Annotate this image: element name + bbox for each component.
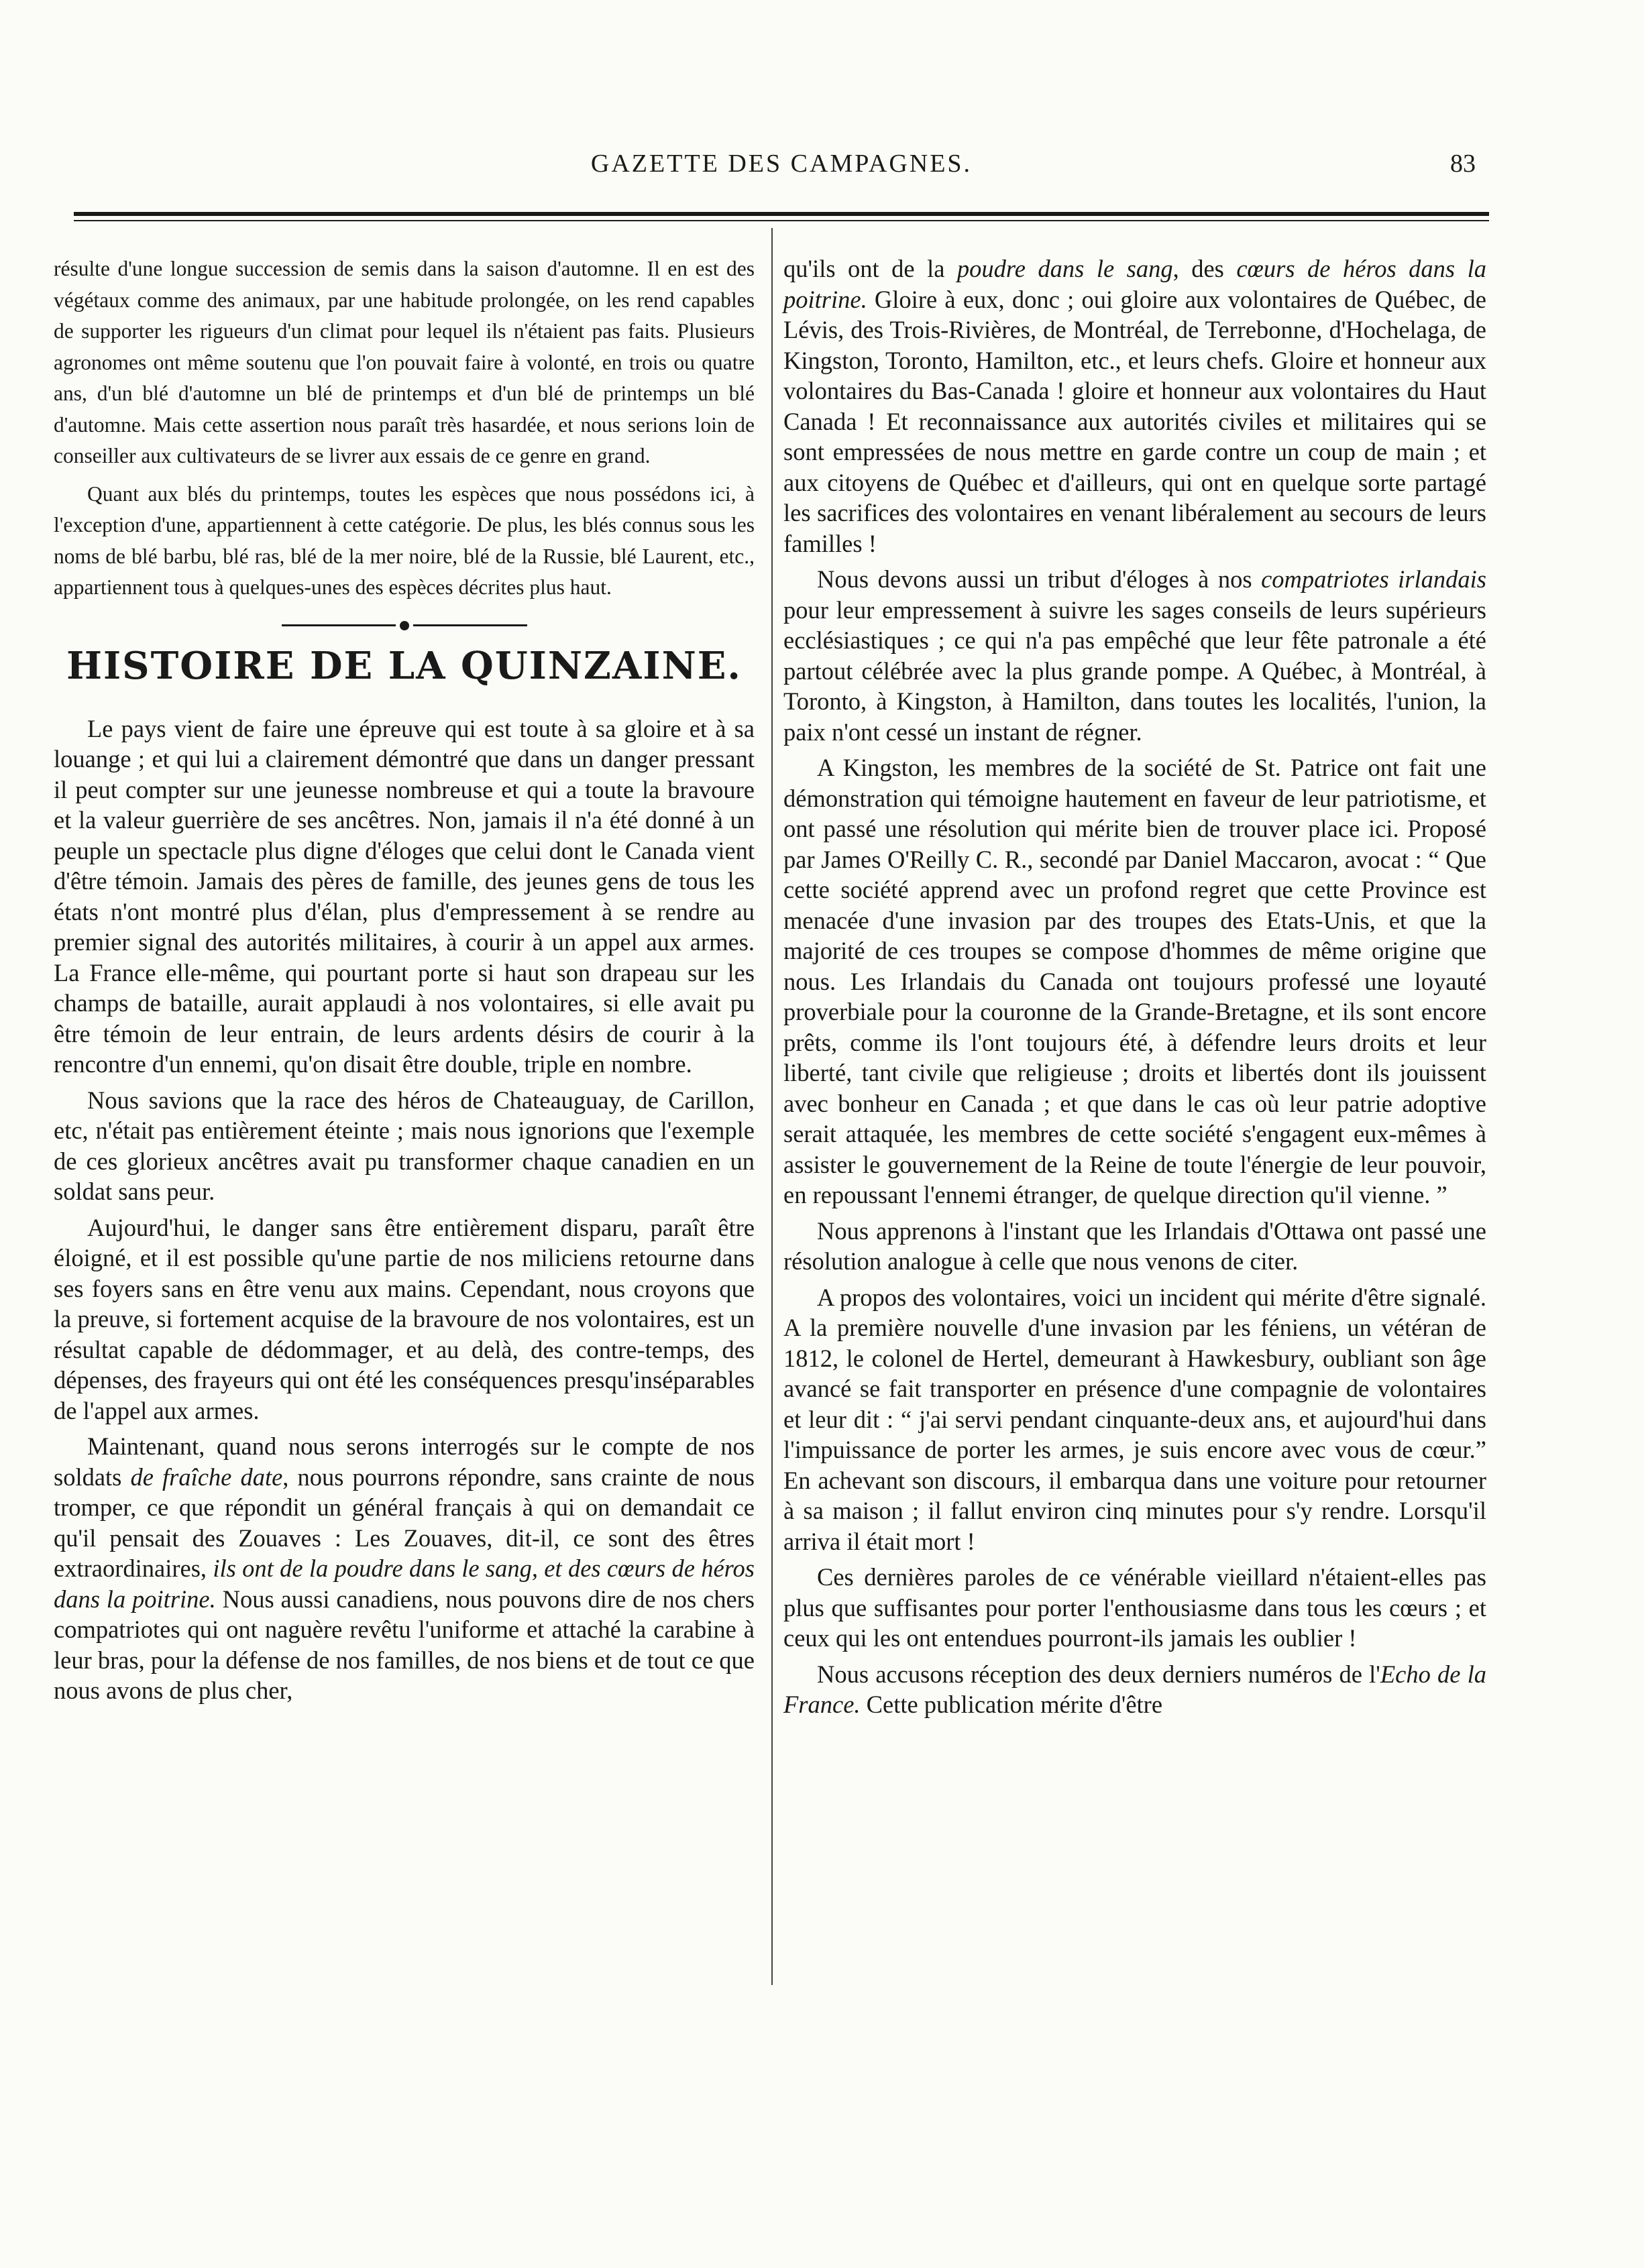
paragraph: résulte d'une longue succession de semis dans la saison d'automne. Il en est des végétaux comme des animaux, par une habitude prolongée, on les rend capables de supporter les rigueurs d'un climat pour lequel ils n'étaient pas faits. Plusieurs agronomes ont même soutenu que l'on pouvait faire à volonté, en trois ou quatre ans, d'un blé d'automne un blé de printemps et d'un blé de printemps un blé d'automne. Mais cette assertion nous paraît très hasardée, et nous serions loin de conseiller aux cultivateurs de se livrer aux essais de ce genre en grand. bbox=[54, 257, 755, 467]
right-column bbox=[783, 253, 1486, 1725]
header-rule-thin bbox=[74, 220, 1489, 221]
paragraph: Nous savions que la race des héros de Chateauguay, de Carillon, etc, n'était pas entièrement éteinte ; mais nous ignorions que l'exemple de ces glorieux ancêtres avait pu transformer chaque canadien en un soldat sans peur. bbox=[54, 1086, 755, 1205]
paragraph bbox=[783, 253, 1486, 559]
italic-run: poudre dans le sang bbox=[956, 255, 1173, 282]
paragraph bbox=[783, 564, 1486, 747]
ornament-dot bbox=[400, 621, 409, 630]
chronicle-article-continued bbox=[783, 253, 1486, 1720]
paragraph: A propos des volontaires, voici un incident qui mérite d'être signalé. A la première nouvelle d'une invasion par les féniens, un vétéran de 1812, le colonel de Hertel, demeurant à Hawkesbury, oubliant son âge avancé se fait transporter en présence d'une compagnie de volontaires et leur dit : “ j'ai servi pendant cinquante-deux ans, et aujourd'hui dans l'impuissance de porter les armes, je suis encore avec vous de cœur.” En achevant son discours, il embarqua dans une voiture pour retourner à sa maison ; il fallut environ cinq minutes pour s'y rendre. Lorsqu'il arriva il était mort ! bbox=[783, 1283, 1486, 1555]
paragraph: A Kingston, les membres de la société de St. Patrice ont fait une démonstration qui témoigne hautement en faveur de leur patriotisme, et ont passé une résolution qui mérite bien de trouver place ici. Proposé par James O'Reilly C. R., secondé par Daniel Maccaron, avocat : “ Que cette société apprend avec un profond regret que cette Province est menacée d'une invasion par des troupes des Etats-Unis, et que la majorité de ces troupes se compose d'hommes de même origine que nous. Les Irlandais du Canada ont toujours professé une loyauté proverbiale pour la couronne de la Grande-Bretagne, et ils sont encore prêts, comme ils l'ont toujours été, à défendre leurs droits et leur liberté, tant civile que religieuse ; droits et libertés dont ils jouissent avec bonheur en Canada ; et que dans le cas où leur patrie adoptive serait attaquée, les membres de cette société s'engagent eux-mêmes à assister le gouvernement de la Reine de toute l'énergie de leur pouvoir, en repoussant l'ennemi étranger, de quelque direction qu'il vienne. ” bbox=[783, 754, 1486, 1208]
agriculture-article-end bbox=[54, 253, 755, 604]
paragraph bbox=[54, 1431, 755, 1706]
text-run: Nous aussi canadiens, nous pouvons dire de nos chers compatriotes qui ont naguère revêtu l'uniforme et attaché la carabine à leur bras, pour la défense de nos familles, de nos biens et de tout ce que nous avons de plus cher, bbox=[54, 1585, 755, 1704]
paragraph: Quant aux blés du printemps, toutes les espèces que nous possédons ici, à l'exception d'une, appartiennent à cette catégorie. De plus, les blés connus sous les noms de blé barbu, blé ras, blé de la mer noire, blé de la Russie, blé Laurent, etc., appartiennent tous à quelques-unes des espèces décrites plus haut. bbox=[54, 481, 755, 599]
text-run: Nous accusons réception des deux derniers numéros de l' bbox=[817, 1660, 1380, 1688]
text-run: , des bbox=[1172, 255, 1237, 282]
text-run: qu'ils ont de la bbox=[783, 255, 957, 282]
text-run: pour leur empressement à suivre les sages conseils de leurs supérieurs ecclésiastiques ; ce qui n'a pas empêché que leur fête patronale a été partout célébrée avec la plus grande pompe. A Québec, à Montréal, à Toronto, à Kingston, à Hamilton, dans toutes les localités, l'union, la paix n'ont cessé un instant de régner. bbox=[783, 596, 1486, 746]
italic-run: ils ont de la poudre dans le sang, et des cœurs de héros dans la poitrine. bbox=[54, 1554, 755, 1613]
ornament-line bbox=[413, 624, 527, 626]
left-column bbox=[54, 253, 755, 1711]
italic-run: Echo de la France. bbox=[783, 1660, 1486, 1718]
text-run: Gloire à eux, donc ; oui gloire aux volontaires de Québec, de Lévis, des Trois-Rivières, de Montréal, de Terrebonne, d'Hochelaga, de Kingston, Toronto, Hamilton, etc., et leurs chefs. Gloire et honneur aux volontaires du Bas-Canada ! gloire et honneur aux volontaires du Haut Canada ! Et reconnaissance aux autorités civiles et militaires qui se sont empressées de nous mettre en garde contre un coup de main ; et aux citoyens de Québec et d'ailleurs, qui ont en quelque sorte partagé les sacrifices des volontaires en venant libéralement au secours de leurs familles ! bbox=[783, 285, 1486, 557]
section-title: HISTOIRE DE LA QUINZAINE. bbox=[66, 643, 742, 688]
ornament-line bbox=[282, 624, 396, 626]
paragraph bbox=[783, 1659, 1486, 1720]
text-run: Cette publication mérite d'être bbox=[860, 1691, 1163, 1718]
paragraph: Ces dernières paroles de ce vénérable vieillard n'étaient-elles pas plus que suffisantes pour porter l'enthousiasme dans tous les cœurs ; et ceux qui les ont entendues pourront-ils jamais les oublier ! bbox=[783, 1563, 1486, 1652]
page-number: 83 bbox=[1450, 150, 1476, 178]
header-rule-thick bbox=[74, 212, 1489, 216]
column-divider bbox=[771, 228, 773, 1985]
section-ornament bbox=[54, 616, 755, 636]
text-run: Maintenant, quand nous serons interrogés sur le compte de nos soldats bbox=[54, 1432, 755, 1491]
italic-run: cœurs de héros dans la poitrine. bbox=[783, 255, 1486, 313]
italic-run: de fraîche date bbox=[130, 1463, 283, 1491]
paragraph: Le pays vient de faire une épreuve qui est toute à sa gloire et à sa louange ; et qui lui a clairement démontré que dans un danger pressant il peut compter sur une jeunesse nombreuse et qui a toute la bravoure et la valeur guerrière de ses ancêtres. Non, jamais il n'a été donné à un peuple un spectacle plus digne d'éloges que celui dont le Canada vient d'être témoin. Jamais des pères de famille, des jeunes gens de tous les états n'ont montré plus d'élan, plus d'empressement à se rendre au premier signal des autorités militaires, à courir à un appel aux armes. La France elle-même, qui pourtant porte si haut son drapeau sur les champs de bataille, aurait applaudi à nos volontaires, si elle avait pu être témoin de leur entrain, de leurs ardents désirs de courir à la rencontre d'un ennemi, qu'on disait être double, triple en nombre. bbox=[54, 714, 755, 1078]
italic-run: compatriotes irlandais bbox=[1261, 565, 1486, 593]
chronicle-article bbox=[54, 714, 755, 1706]
text-run: , nous pourrons répondre, sans crainte de nous tromper, ce que répondit un général français à qui on demandait ce qu'il pensait des Zouaves : Les Zouaves, dit-il, ce sont des êtres extraordinaires, bbox=[54, 1463, 755, 1582]
page-header bbox=[74, 149, 1489, 189]
text-run: Nous devons aussi un tribut d'éloges à nos bbox=[817, 565, 1262, 593]
running-head-title: GAZETTE DES CAMPAGNES. bbox=[590, 150, 973, 178]
paragraph: Aujourd'hui, le danger sans être entièrement disparu, paraît être éloigné, et il est possible qu'une partie de nos miliciens retourne dans ses foyers sans en être venu aux mains. Cependant, nous croyons que la preuve, si fortement acquise de la bravoure de nos volontaires, est un résultat capable de dédommager, et au delà, des contre-temps, des dépenses, des frayeurs qui ont été les conséquences presqu'inséparables de l'appel aux armes. bbox=[54, 1213, 755, 1424]
paragraph: Nous apprenons à l'instant que les Irlandais d'Ottawa ont passé une résolution analogue à celle que nous venons de citer. bbox=[783, 1216, 1486, 1275]
